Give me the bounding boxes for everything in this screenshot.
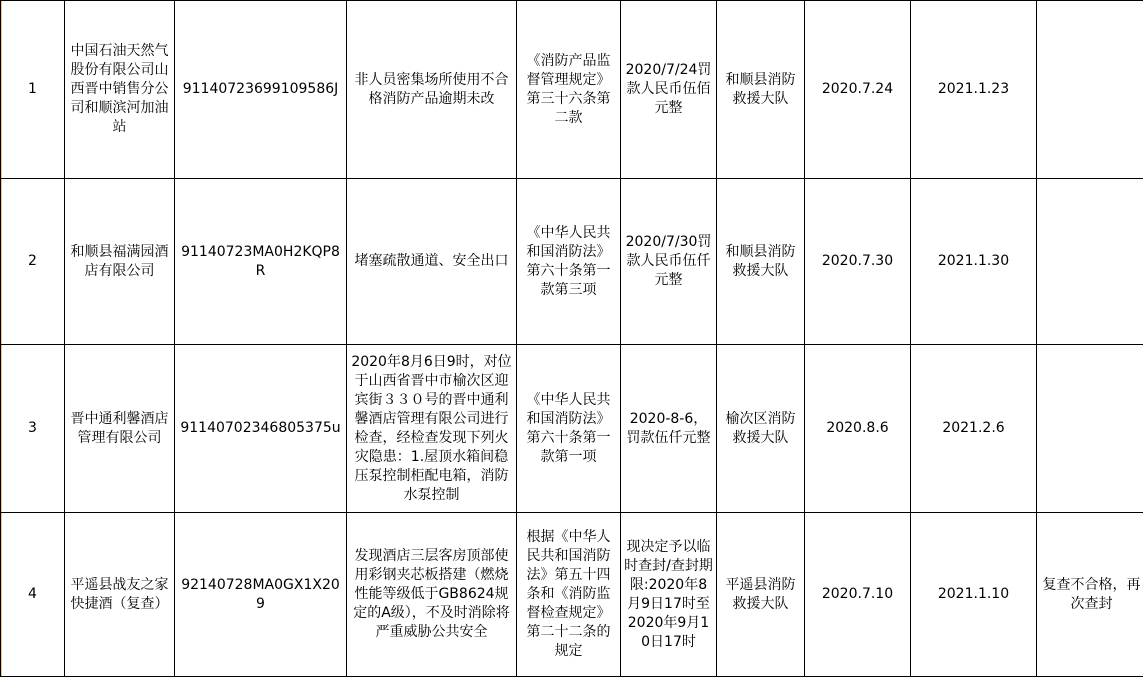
remark — [1037, 179, 1143, 345]
authority: 和顺县消防救援大队 — [717, 1, 805, 179]
company-name: 平遥县战友之家快捷酒（复查） — [65, 513, 175, 677]
legal-basis: 《中华人民共和国消防法》第六十条第一款第三项 — [517, 179, 621, 345]
credit-code: 91140702346805375u — [175, 345, 347, 513]
violation-description: 非人员密集场所使用不合格消防产品逾期未改 — [347, 1, 517, 179]
penalty-decision: 2020-8-6，罚款伍仟元整 — [621, 345, 717, 513]
authority: 平遥县消防救援大队 — [717, 513, 805, 677]
remark — [1037, 1, 1143, 179]
credit-code: 92140728MA0GX1X209 — [175, 513, 347, 677]
table-row — [1, 179, 1143, 345]
table-row — [1, 1, 1143, 179]
authority: 和顺县消防救援大队 — [717, 179, 805, 345]
violation-description: 堵塞疏散通道、安全出口 — [347, 179, 517, 345]
legal-basis: 《消防产品监督管理规定》第三十六条第二款 — [517, 1, 621, 179]
end-date: 2021.1.30 — [911, 179, 1037, 345]
start-date: 2020.8.6 — [805, 345, 911, 513]
credit-code: 91140723MA0H2KQP8R — [175, 179, 347, 345]
end-date: 2021.1.10 — [911, 513, 1037, 677]
start-date: 2020.7.10 — [805, 513, 911, 677]
table-row — [1, 513, 1143, 677]
row-number: 4 — [1, 513, 65, 677]
company-name: 晋中通利馨酒店管理有限公司 — [65, 345, 175, 513]
violation-description-text: 2020年8月6日9时，对位于山西省晋中市榆次区迎宾街３３０号的晋中通利馨酒店管理有限公司进行检查，经检查发现下列火灾隐患：1.屋顶水箱间稳压泵控制柜配电箱，消防水泵控制 — [350, 353, 513, 505]
penalty-decision: 2020/7/24罚款人民币伍佰元整 — [621, 1, 717, 179]
violation-description: 发现酒店三层客房顶部使用彩钢夹芯板搭建（燃烧性能等级低于GB8624规定的A级），不及时消除将严重威胁公共安全 — [347, 513, 517, 677]
company-name: 和顺县福满园酒店有限公司 — [65, 179, 175, 345]
authority: 榆次区消防救援大队 — [717, 345, 805, 513]
end-date: 2021.1.23 — [911, 1, 1037, 179]
end-date: 2021.2.6 — [911, 345, 1037, 513]
table-row — [1, 345, 1143, 513]
penalty-decision: 2020/7/30罚款人民币伍仟元整 — [621, 179, 717, 345]
start-date: 2020.7.30 — [805, 179, 911, 345]
violation-description — [347, 345, 517, 513]
row-number: 2 — [1, 179, 65, 345]
row-number: 3 — [1, 345, 65, 513]
legal-basis: 根据《中华人民共和国消防法》第五十四条和《消防监督检查规定》第二十二条的规定 — [517, 513, 621, 677]
penalty-decision: 现决定予以临时查封/查封期限:2020年8月9日17时至2020年9月10日17时 — [621, 513, 717, 677]
remark — [1037, 345, 1143, 513]
legal-basis: 《中华人民共和国消防法》第六十条第一款第一项 — [517, 345, 621, 513]
row-number: 1 — [1, 1, 65, 179]
remark: 复查不合格，再次查封 — [1037, 513, 1143, 677]
credit-code: 91140723699109586J — [175, 1, 347, 179]
company-name: 中国石油天然气股份有限公司山西晋中销售分公司和顺滨河加油站 — [65, 1, 175, 179]
start-date: 2020.7.24 — [805, 1, 911, 179]
